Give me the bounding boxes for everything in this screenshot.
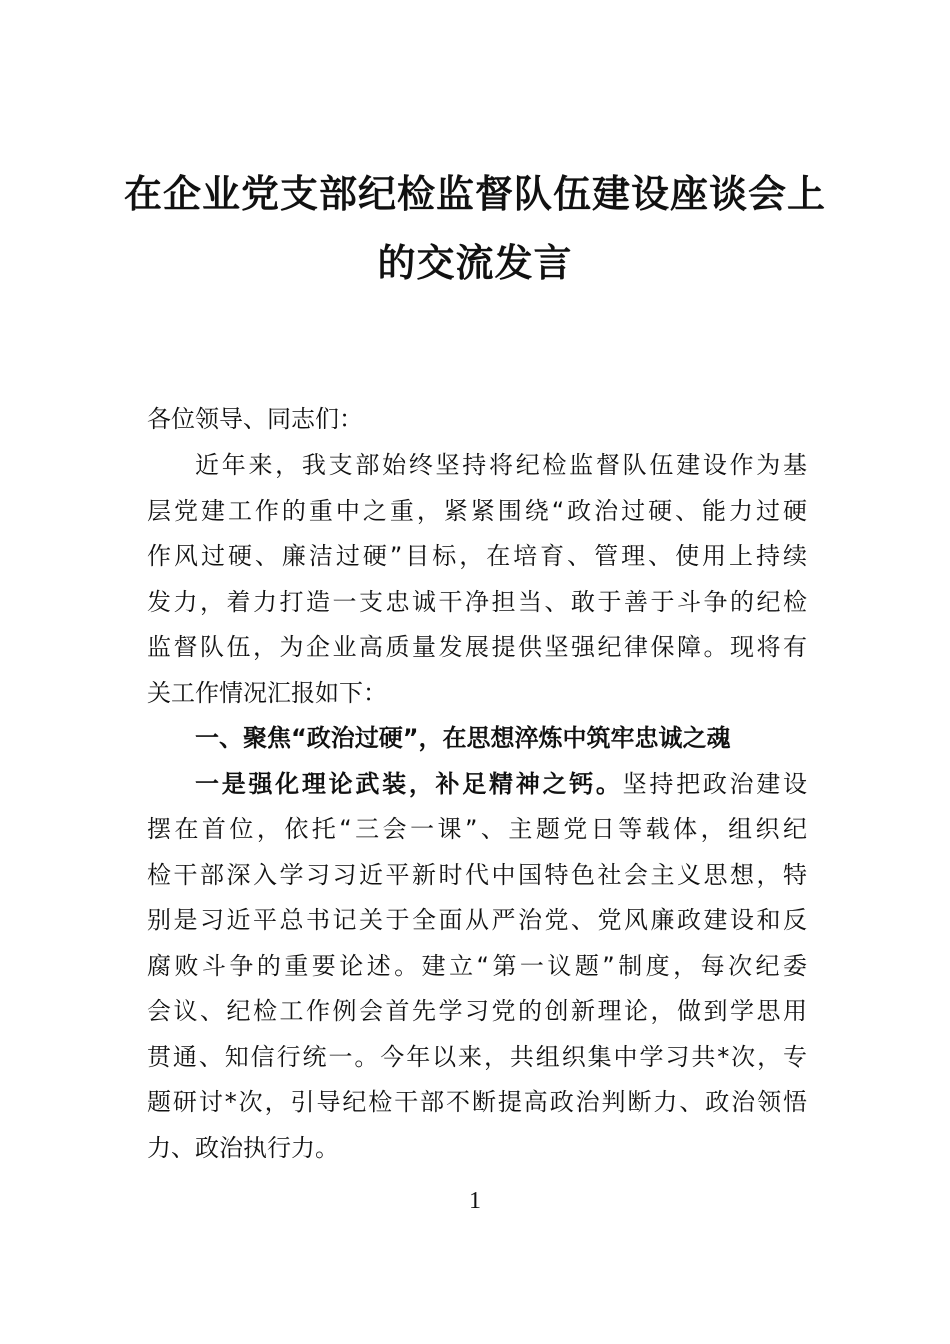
document-title-line-1: 在企业党支部纪检监督队伍建设座谈会上 [123, 171, 826, 216]
section-heading: 一、聚焦“政治过硬”，在思想淬炼中筑牢忠诚之魂 [195, 724, 731, 752]
paragraph-line: 近年来，我支部始终坚持将纪检监督队伍建设作为基 [195, 451, 807, 479]
paragraph-text: 坚持把政治建设 [622, 769, 808, 798]
paragraph-lead: 一是强化理论武装，补足精神之钙。 [195, 769, 623, 798]
paragraph-line: 发力，着力打造一支忠诚干净担当、敢于善于斗争的纪检 [147, 587, 807, 616]
paragraph-line: 摆在首位，依托“三会一课”、主题党日等载体，组织纪 [147, 815, 807, 843]
paragraph-line: 检干部深入学习习近平新时代中国特色社会主义思想，特 [147, 860, 807, 889]
paragraph-line: 关工作情况汇报如下： [147, 678, 387, 707]
paragraph-line: 监督队伍，为企业高质量发展提供坚强纪律保障。现将有 [147, 633, 807, 661]
paragraph-line: 腐败斗争的重要论述。建立“第一议题”制度，每次纪委 [147, 951, 807, 980]
page-number: 1 [469, 1188, 481, 1214]
paragraph-line: 别是习近平总书记关于全面从严治党、党风廉政建设和反 [147, 906, 807, 934]
section-1 [147, 716, 807, 1171]
paragraph-line: 会议、纪检工作例会首先学习党的创新理论，做到学思用 [147, 997, 807, 1025]
salutation: 各位领导、同志们： [147, 405, 363, 433]
intro-paragraph [147, 443, 807, 716]
paragraph-line [147, 762, 807, 808]
paragraph-line: 题研讨*次，引导纪检干部不断提高政治判断力、政治领悟 [147, 1088, 807, 1116]
paragraph-line: 力、政治执行力。 [147, 1133, 339, 1162]
document-title-line-2: 的交流发言 [377, 240, 573, 285]
paragraph-line: 作风过硬、廉洁过硬”目标，在培育、管理、使用上持续 [147, 542, 807, 570]
paragraph-line: 层党建工作的重中之重，紧紧围绕“政治过硬、能力过硬 [147, 496, 807, 525]
paragraph-line: 贯通、知信行统一。今年以来，共组织集中学习共*次，专 [147, 1042, 807, 1071]
